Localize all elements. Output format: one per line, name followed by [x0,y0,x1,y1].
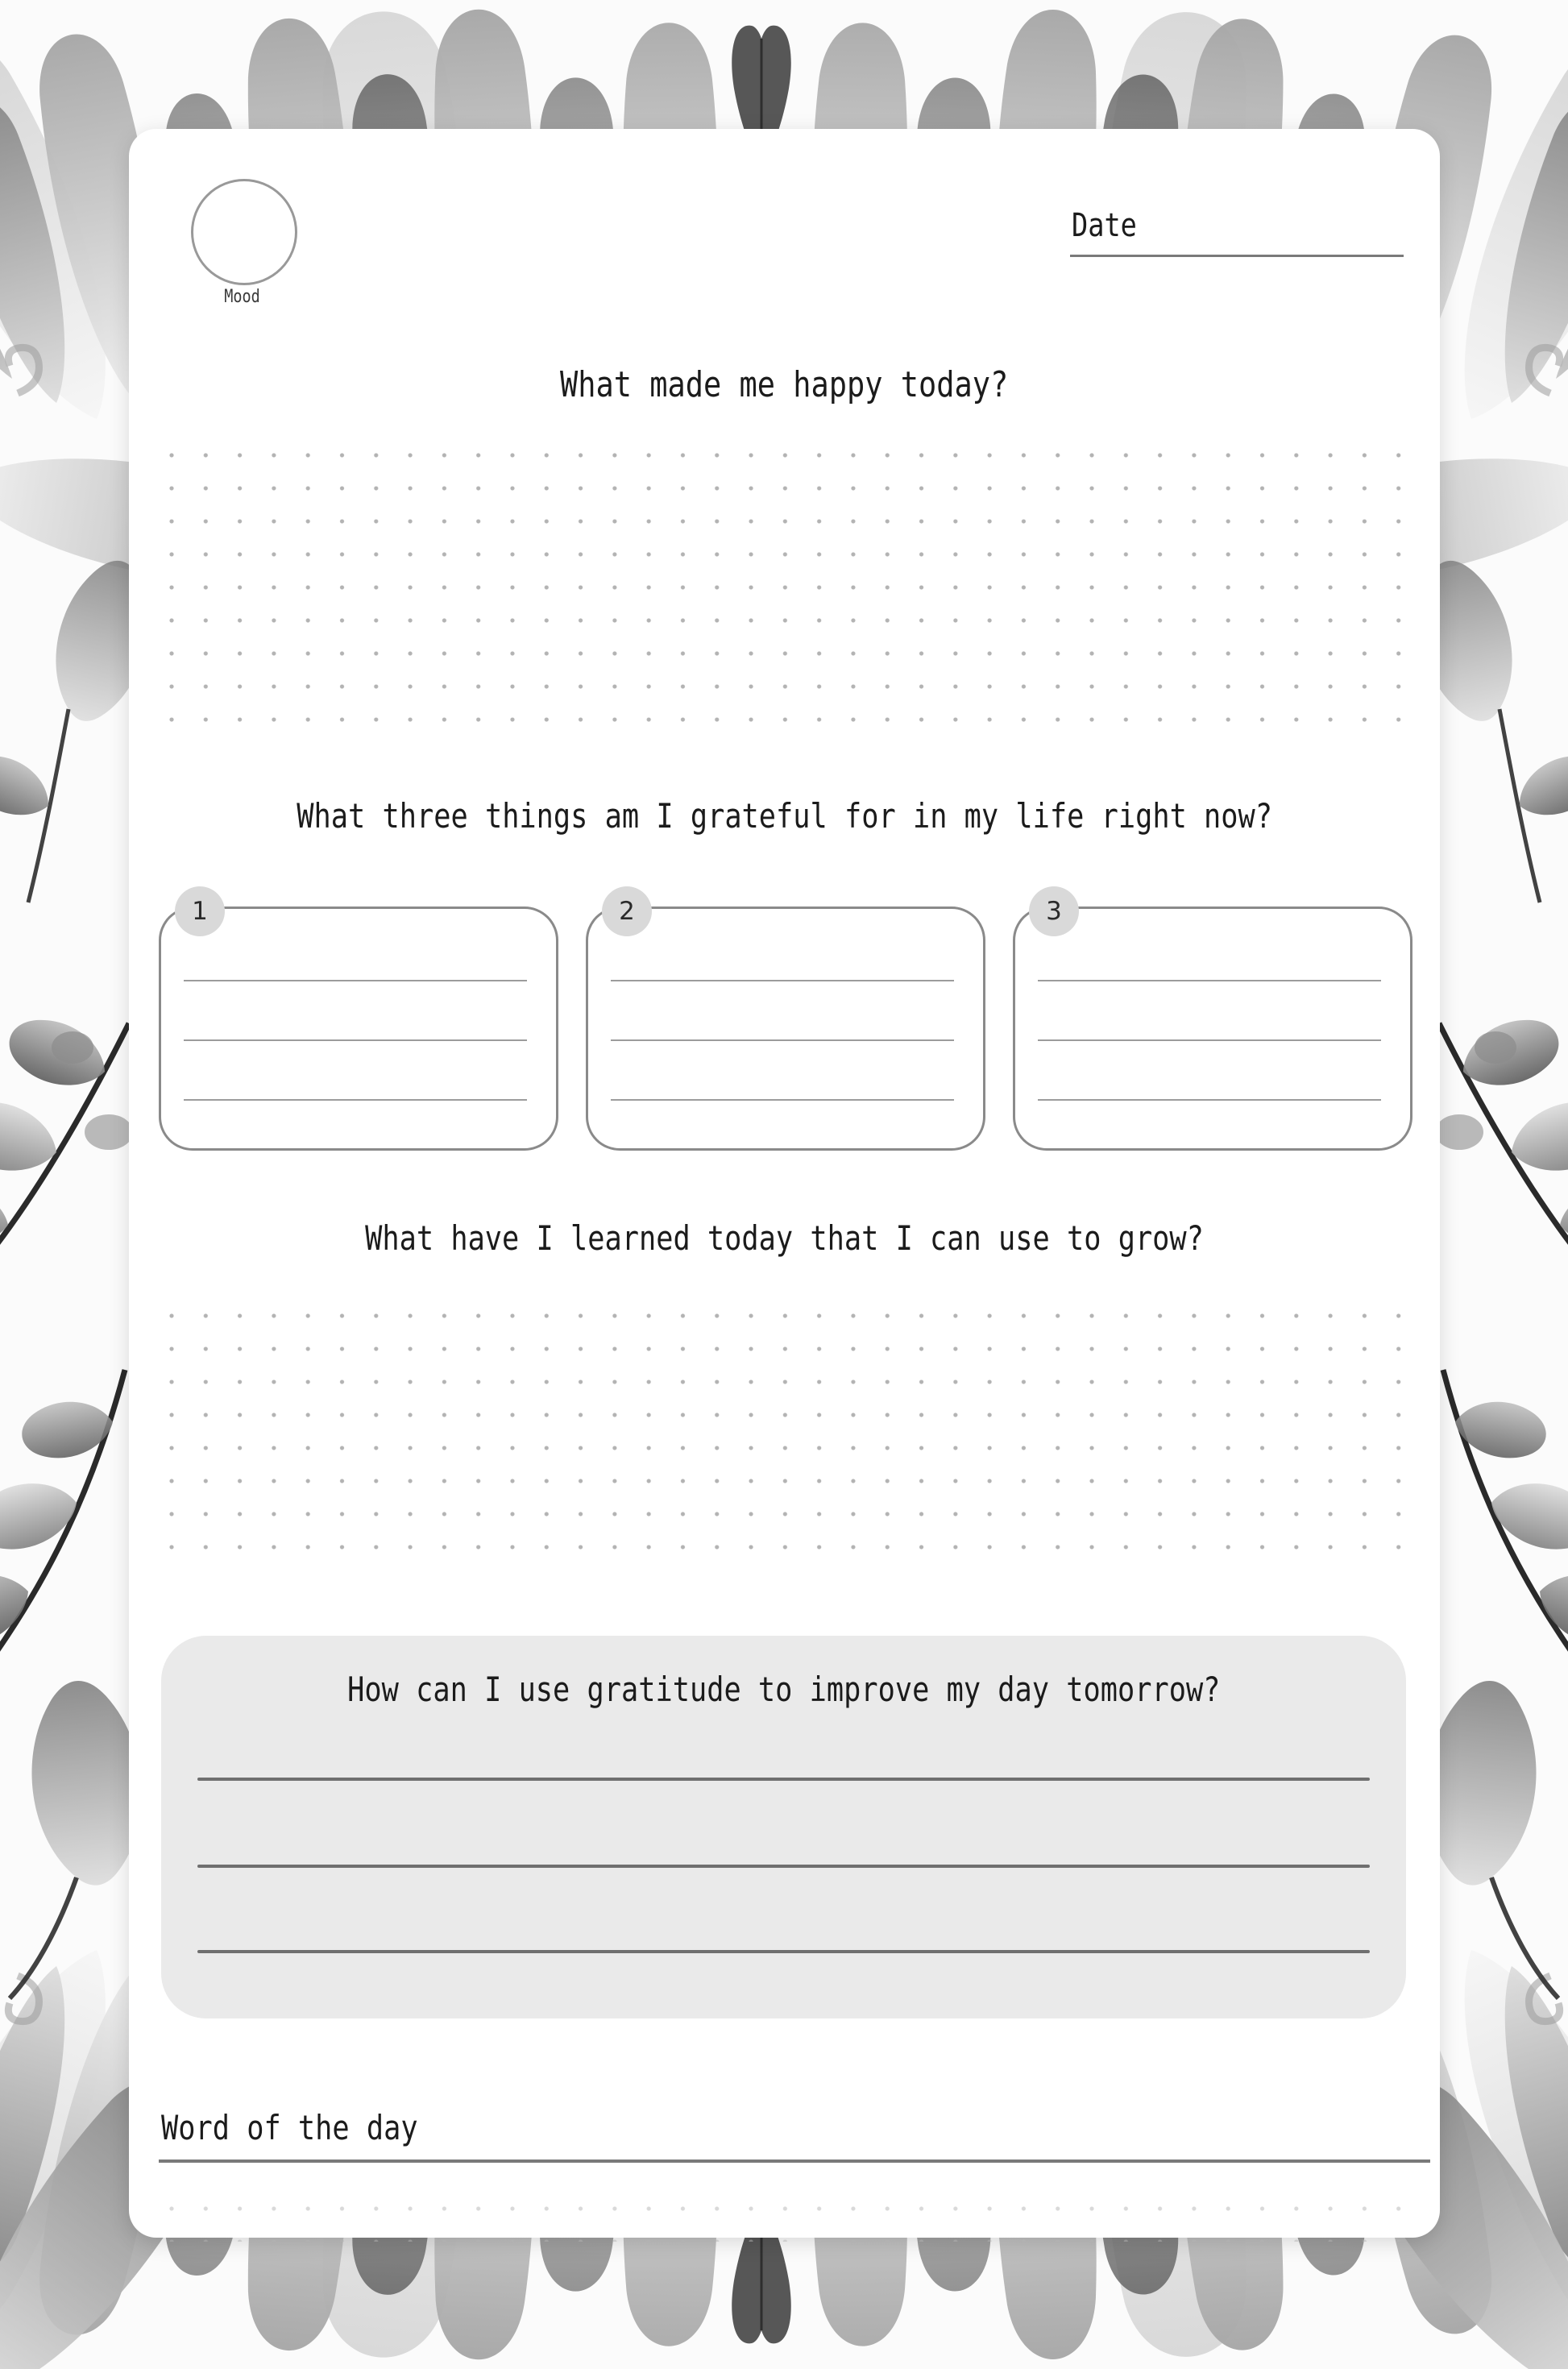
tomorrow-panel [161,1636,1406,2018]
question-grateful: What three things am I grateful for in my life right now? [297,796,1272,836]
dot-grid-learned[interactable] [169,1313,1402,1552]
dot-grid-happy[interactable] [169,453,1402,727]
grateful-box-1[interactable] [159,897,558,1151]
writing-line[interactable] [197,1950,1370,1953]
question-tomorrow: How can I use gratitude to improve my day tomorrow? [346,1670,1221,1709]
writing-line[interactable] [611,980,954,981]
question-happy: What made me happy today? [560,364,1009,405]
writing-line[interactable] [1038,1039,1381,1041]
writing-line[interactable] [611,1099,954,1101]
writing-line[interactable] [611,1039,954,1041]
question-learned: What have I learned today that I can use to grow? [365,1218,1204,1258]
grateful-badge-3: 3 [1029,886,1079,936]
mood-circle[interactable] [191,179,297,285]
writing-line[interactable] [184,1039,527,1041]
grateful-box-2[interactable] [586,897,985,1151]
writing-line[interactable] [184,980,527,981]
journal-card [129,129,1440,2238]
date-label: Date [1072,207,1137,244]
mood-label: Mood [223,287,260,307]
dot-row-footer [169,2206,1402,2242]
writing-line[interactable] [197,1778,1370,1781]
writing-line[interactable] [184,1099,527,1101]
writing-line[interactable] [1038,980,1381,981]
date-input-line[interactable] [1070,255,1404,257]
grateful-badge-2: 2 [602,886,652,936]
word-of-day-line[interactable] [159,2159,1430,2163]
grateful-badge-1: 1 [175,886,225,936]
writing-line[interactable] [197,1865,1370,1868]
grateful-box-3[interactable] [1013,897,1412,1151]
writing-line[interactable] [1038,1099,1381,1101]
word-of-day-label: Word of the day [161,2108,418,2147]
